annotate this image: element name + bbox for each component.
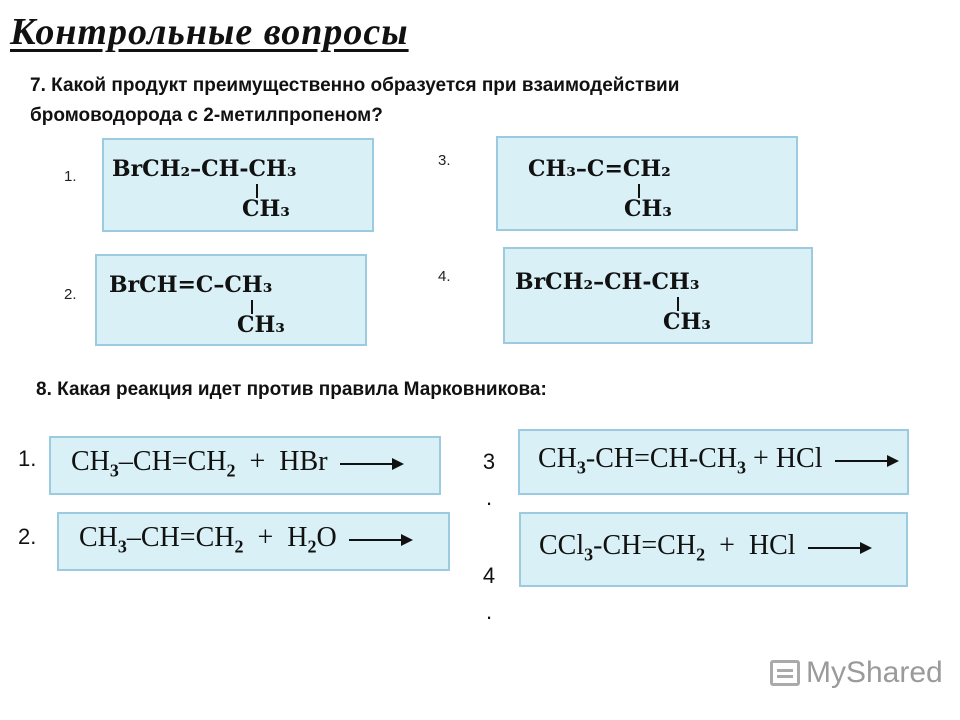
q7-option-1-formula-top: BrCH₂–CH-CH₃ <box>112 156 297 182</box>
question-8: 8. Какая реакция идет против правила Марковникова: <box>36 379 547 400</box>
page-title: Контрольные вопросы <box>10 11 409 53</box>
q7-option-3-formula-bottom: CH₃ <box>624 196 672 222</box>
q8-option-1-equation: $CH_3-CH=CH_2$ + HBr <box>71 446 402 482</box>
q8-option-2-equation: $CH_3-CH=CH_2 + H_2O$ <box>79 522 411 558</box>
reaction-arrow-icon <box>808 547 870 549</box>
q7-option-1-number: 1. <box>64 168 77 185</box>
q8-option-3-box[interactable] <box>518 429 909 495</box>
q8-option-4-number: 4 . <box>482 563 496 624</box>
logo-text: MyShared <box>806 656 943 689</box>
q8-option-2-box[interactable] <box>57 512 450 571</box>
q7-option-4-box[interactable] <box>503 247 813 344</box>
q7-option-3-formula-top: CH₃–C=CH₂ <box>528 156 671 182</box>
q7-option-4-formula-top: BrCH₂–CH-CH₃ <box>515 269 700 295</box>
q8-option-1-box[interactable] <box>49 436 441 495</box>
q7-option-3-box[interactable] <box>496 136 798 231</box>
q8-option-2-number: 2. <box>18 524 37 549</box>
q8-option-4-box[interactable] <box>519 512 908 587</box>
q7-option-3-number: 3. <box>438 152 451 169</box>
q7-option-1-box[interactable] <box>102 138 374 232</box>
q7-option-2-formula-top: BrCH=C–CH₃ <box>109 272 273 298</box>
reaction-arrow-icon <box>340 463 402 465</box>
reaction-arrow-icon <box>349 539 411 541</box>
q7-option-4-number: 4. <box>438 268 451 285</box>
question-7-line-1: 7. Какой продукт преимущественно образуется при взаимодействии <box>30 75 680 96</box>
myshared-logo <box>770 656 943 690</box>
presentation-icon <box>770 660 800 686</box>
q8-option-3-equation: $CH_3-CH=CH-CH_3$ + HCl <box>538 443 897 479</box>
question-7-line-2: бромоводорода с 2-метилпропеном? <box>30 105 383 126</box>
q7-option-4-formula-bottom: CH₃ <box>663 309 711 335</box>
q7-option-1-formula-bottom: CH₃ <box>242 196 290 222</box>
q8-option-4-equation: $CCl_3-CH=CH_2$ + HCl <box>539 530 870 566</box>
q7-option-2-box[interactable] <box>95 254 367 346</box>
q8-option-1-number: 1. <box>18 446 37 471</box>
q8-option-3-number: 3 . <box>482 449 496 510</box>
q7-option-2-number: 2. <box>64 286 77 303</box>
q7-option-2-formula-bottom: CH₃ <box>237 312 285 338</box>
reaction-arrow-icon <box>835 460 897 462</box>
